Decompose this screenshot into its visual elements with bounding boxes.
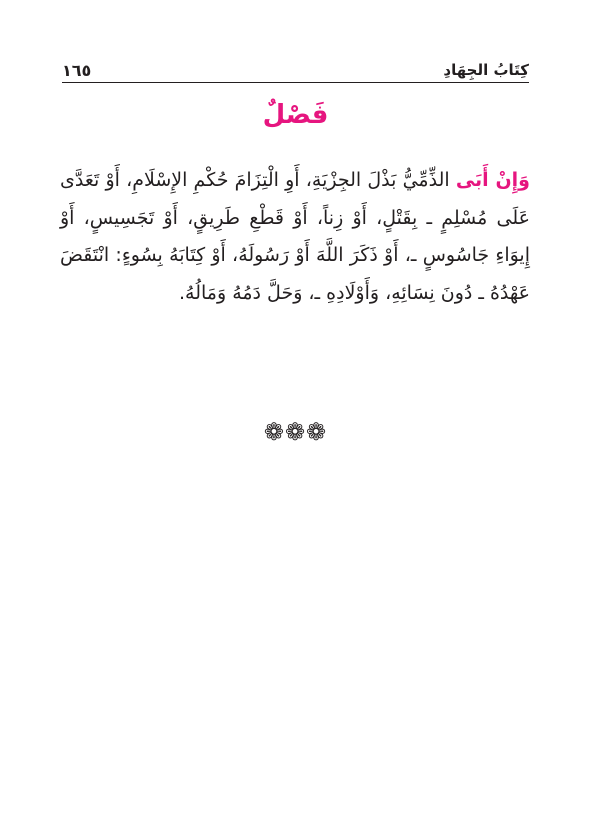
book-title: كِتَابُ الجِهَادِ [443, 61, 529, 79]
page-number: ١٦٥ [62, 60, 92, 80]
header-rule [62, 82, 529, 83]
running-header [62, 58, 529, 82]
section-heading: فَصْلٌ [262, 100, 329, 130]
paragraph-text: الذِّمِّيُّ بَذْلَ الجِزْيَةِ، أَوِ الْتِزَامَ حُكْمِ الإِسْلَامِ، أَوْ تَعَدَّى عَلَى مُسْلِمٍ ـ بِقَتْلٍ، أَوْ زِناً، أَوْ قَطْعِ طَرِيقٍ، أَوْ تَجَسِيسٍ، أَوْ إِيوَاءِ جَاسُوسٍ ـ، أَوْ ذَكَرَ اللَّهَ أَوْ رَسُولَهُ، أَوْ كِتَابَهُ بِسُوءٍ: انْتَقَضَ عَهْدُهُ ـ دُونَ نِسَائِهِ، وَأَوْلَادِهِ ـ، وَحَلَّ دَمُهُ وَمَالُهُ. [60, 169, 530, 304]
flower-ornament-icon: ❁❁❁ [263, 418, 328, 446]
body-paragraph [60, 162, 530, 312]
paragraph-lead: وَإِنْ أَبَى [455, 169, 530, 191]
